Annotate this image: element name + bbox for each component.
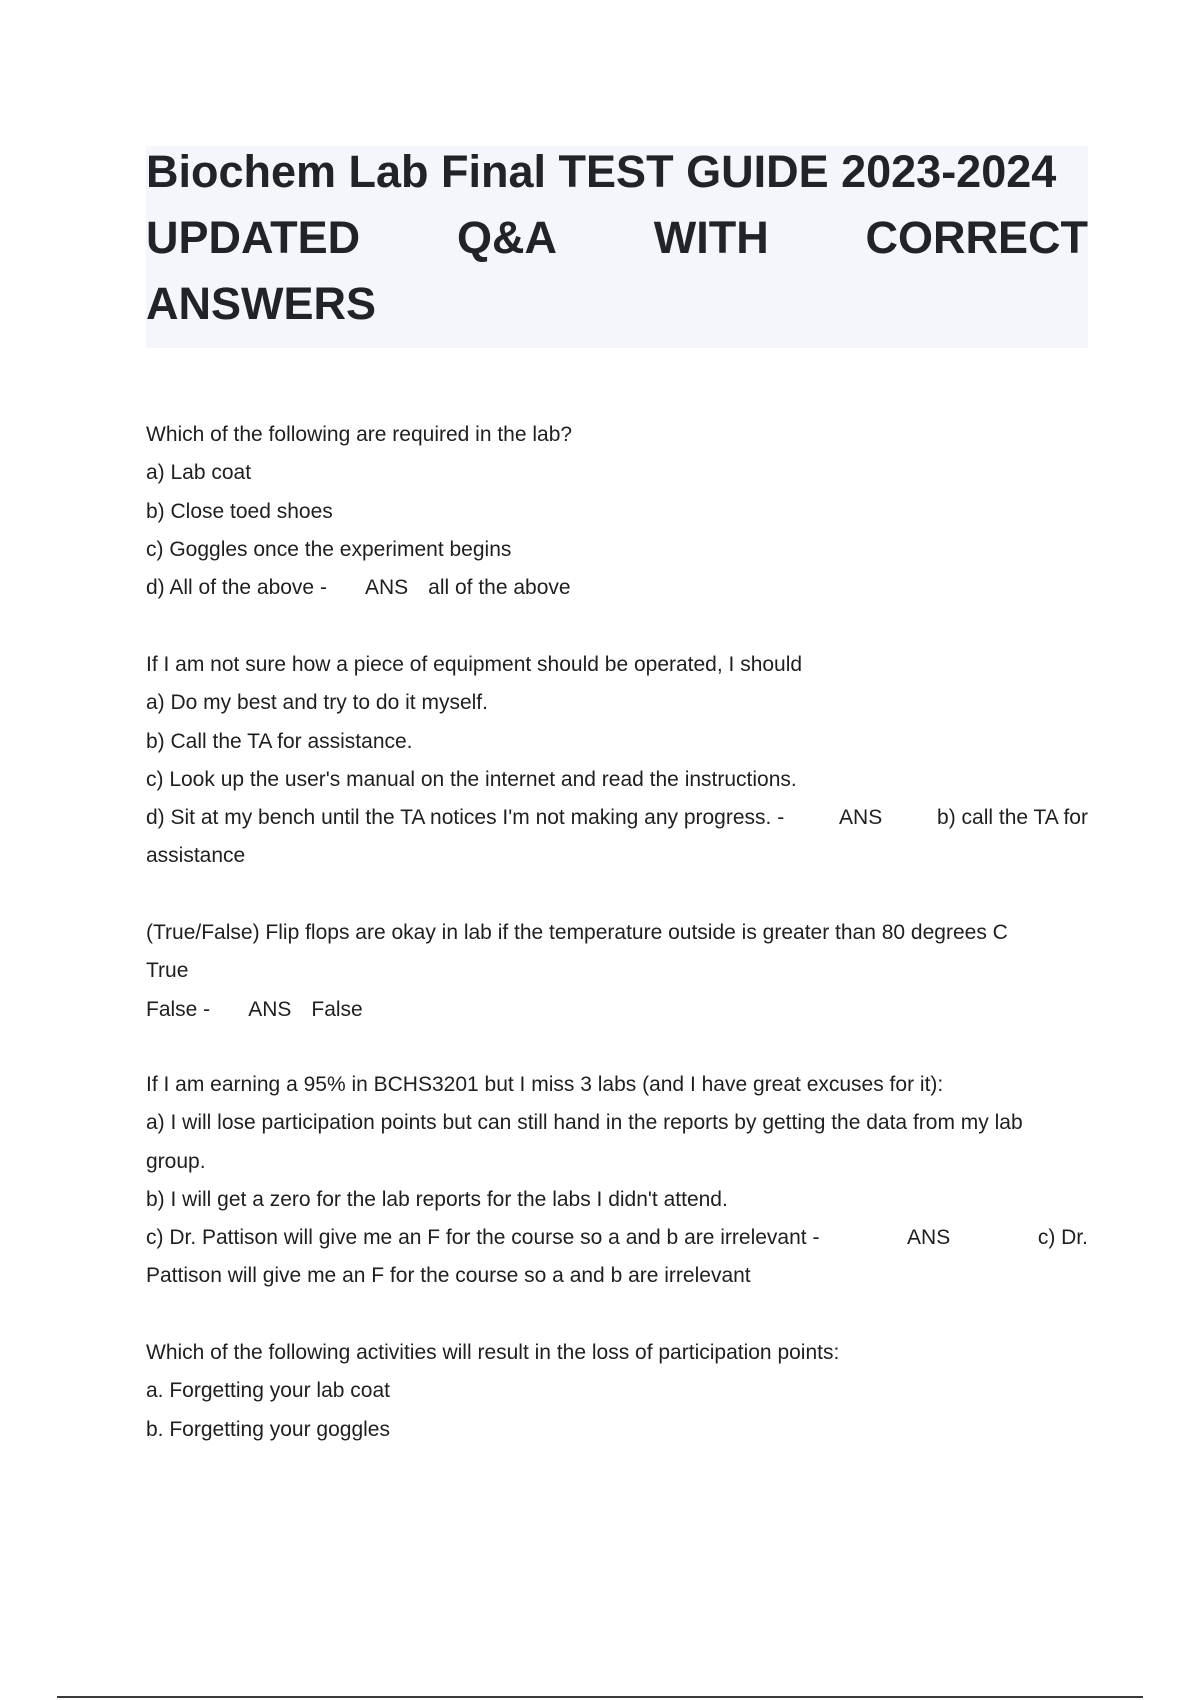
- correct-answer: c) Dr.: [1037, 1226, 1088, 1250]
- question-block-3: [146, 914, 1088, 1029]
- answer-option: c) Goggles once the experiment begins: [146, 537, 512, 561]
- title-line-3: ANSWERS: [146, 278, 377, 329]
- answer-option: b) I will get a zero for the lab reports for the labs I didn't attend.: [146, 1187, 728, 1211]
- answer-option: a. Forgetting your lab coat: [146, 1379, 390, 1403]
- ans-label: ANS: [907, 1226, 951, 1250]
- answer-option-with-answer: [146, 991, 1088, 1029]
- correct-answer-continued: assistance: [146, 844, 246, 868]
- answer-option: a) Lab coat: [146, 461, 252, 485]
- question-block-2: [146, 646, 1088, 876]
- ans-label: ANS: [364, 576, 409, 600]
- question-prompt: If I am not sure how a piece of equipment should be operated, I should: [146, 653, 803, 676]
- answer-option: c) Dr. Pattison will give me an F for the course so a and b are irrelevant -: [146, 1226, 820, 1250]
- title-word: CORRECT: [865, 212, 1088, 263]
- answer-option: a) Do my best and try to do it myself.: [146, 691, 488, 715]
- correct-answer: False: [311, 997, 363, 1021]
- answer-option-with-answer: [146, 799, 1088, 837]
- answer-option: True: [146, 959, 189, 983]
- answer-option: b) Call the TA for assistance.: [146, 729, 413, 753]
- ans-label: ANS: [248, 997, 292, 1021]
- correct-answer-continued: Pattison will give me an F for the course so a and b are irrelevant: [146, 1264, 751, 1288]
- answer-option: b) Close toed shoes: [146, 499, 333, 523]
- title-word: UPDATED: [146, 212, 361, 263]
- correct-answer: all of the above: [428, 576, 571, 600]
- answer-option-with-answer: [146, 569, 1088, 607]
- question-prompt: Which of the following activities will result in the loss of participation points:: [146, 1341, 840, 1364]
- question-prompt: (True/False) Flip flops are okay in lab if the temperature outside is greater than 80 degrees C: [146, 921, 1008, 944]
- footer-divider: [57, 1696, 1143, 1698]
- title-line-2: [146, 212, 1088, 264]
- question-prompt: If I am earning a 95% in BCHS3201 but I miss 3 labs (and I have great excuses for it):: [146, 1073, 944, 1096]
- answer-option: False -: [146, 997, 211, 1021]
- answer-option: c) Look up the user's manual on the internet and read the instructions.: [146, 767, 797, 791]
- answer-option-continued: group.: [146, 1149, 206, 1173]
- ans-label: ANS: [839, 806, 883, 830]
- question-block-1: [146, 416, 1088, 607]
- answer-option: b. Forgetting your goggles: [146, 1417, 390, 1441]
- question-prompt: Which of the following are required in the lab?: [146, 423, 573, 446]
- answer-option: d) All of the above -: [146, 576, 327, 600]
- correct-answer: b) call the TA for: [937, 806, 1088, 830]
- title-word: WITH: [653, 212, 769, 263]
- answer-option: a) I will lose participation points but can still hand in the reports by getting the data from my lab: [146, 1111, 1023, 1135]
- document-title: [146, 146, 1088, 348]
- title-line-1: Biochem Lab Final TEST GUIDE 2023-2024: [146, 146, 1057, 197]
- answer-option-with-answer: [146, 1219, 1088, 1257]
- title-word: Q&A: [456, 212, 557, 263]
- question-block-4: [146, 1066, 1088, 1296]
- answer-option: d) Sit at my bench until the TA notices I'm not making any progress. -: [146, 806, 785, 830]
- question-block-5: [146, 1334, 1088, 1449]
